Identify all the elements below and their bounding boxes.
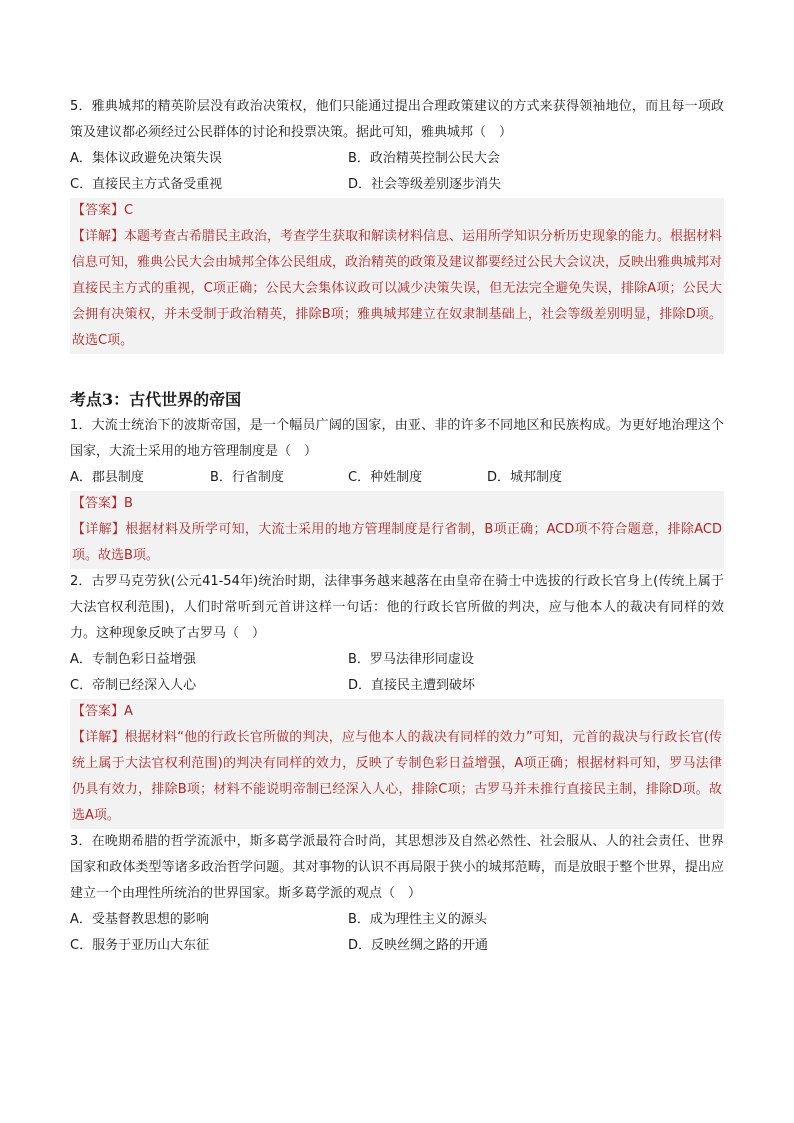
section-question-3-option-d: D．反映丝绸之路的开通: [348, 938, 489, 953]
question-5-answer-box: [70, 198, 724, 354]
question-5-option-a: A．集体议政避免决策失误: [70, 151, 222, 166]
question-5-option-d: D．社会等级差别逐步消失: [348, 177, 502, 192]
section-question-1-detail: 【详解】根据材料及所学可知，大流士采用的地方管理制度是行省制，B项正确；ACD项不符合题意，排除ACD项。故选B项。: [72, 522, 722, 563]
section-question-2-option-b: B．罗马法律形同虚设: [348, 652, 474, 667]
section-question-1-answer: 【答案】B: [72, 496, 133, 511]
section-question-2-option-c: C．帝制已经深入人心: [70, 678, 197, 693]
section-question-1-option-c: C．种姓制度: [348, 470, 423, 485]
section-question-2-options-row-2: [70, 673, 724, 699]
section-question-2-detail: 【详解】根据材料“他的行政长官所做的判决，应与他本人的裁决有同样的效力”可知，元首的裁决与行政长官(传统上属于大法官权利范围)的判决有同样的效力，反映了专制色彩日益增强，A项正确；根据材料可知，罗马法律仍具有效力，排除B项；材料不能说明帝制已经深入人心，排除C项；古罗马并未推行直接民主制，排除D项。故选A项。: [72, 730, 722, 823]
section-question-3-stem: 3．在晚期希腊的哲学流派中，斯多葛学派最符合时尚，其思想涉及自然必然性、社会服从、人的社会责任、世界国家和政体类型等诸多政治哲学问题。其对事物的认识不再局限于狭小的城邦范畴，而是放眼于整个世界，提出应建立一个由理性所统治的世界国家。斯多葛学派的观点（ ）: [70, 834, 724, 901]
question-5-stem: 5．雅典城邦的精英阶层没有政治决策权，他们只能通过提出合理政策建议的方式来获得领袖地位，而且每一项政策及建议都必须经过公民群体的讨论和投票决策。据此可知，雅典城邦（ ）: [70, 99, 724, 140]
section-question-2-option-a: A．专制色彩日益增强: [70, 652, 196, 667]
section-question-3-options-row-2: [70, 933, 724, 959]
section-question-1-option-a: A．郡县制度: [70, 470, 144, 485]
section-question-1-answer-box: [70, 491, 724, 569]
question-5-option-c: C．直接民主方式备受重视: [70, 177, 223, 192]
section-title: 考点3：古代世界的帝国: [70, 390, 242, 409]
section-question-2-answer: 【答案】A: [72, 704, 133, 719]
section-question-1-option-b: B．行省制度: [210, 470, 284, 485]
section-question-3-option-b: B．成为理性主义的源头: [348, 912, 487, 927]
section-question-1-options: [70, 465, 724, 491]
section-question-2-option-d: D．直接民主遭到破坏: [348, 678, 476, 693]
question-5-answer: 【答案】C: [72, 203, 134, 218]
question-5-options-row-2: [70, 172, 724, 198]
section-question-3-options-row-1: [70, 907, 724, 933]
question-5-option-b: B．政治精英控制公民大会: [348, 151, 500, 166]
section-question-2-stem: 2．古罗马克劳狄(公元41-54年)统治时期，法律事务越来越落在由皇帝在骑士中选拔的行政长官身上(传统上属于大法官权利范围)，人们时常听到元首讲这样一句话：他的行政长官所做的判决，应与他本人的裁决有同样的效力。这种现象反映了古罗马（ ）: [70, 574, 724, 641]
section-question-2-answer-box: [70, 699, 724, 829]
section-question-2-options-row-1: [70, 647, 724, 673]
section-question-3-option-c: C．服务于亚历山大东征: [70, 938, 210, 953]
section-question-3-option-a: A．受基督教思想的影响: [70, 912, 209, 927]
section-question-1-option-d: D．城邦制度: [487, 470, 563, 485]
page-content: [70, 94, 724, 959]
question-5-detail: 【详解】本题考查古希腊民主政治，考查学生获取和解读材料信息、运用所学知识分析历史现象的能力。根据材料信息可知，雅典公民大会由城邦全体公民组成，政治精英的政策及建议都要经过公民大会议决，反映出雅典城邦对直接民主方式的重视，C项正确；公民大会集体议政可以减少决策失误，但无法完全避免失误，排除A项；公民大会拥有决策权，并未受制于政治精英，排除B项；雅典城邦建立在奴隶制基础上，社会等级差别明显，排除D项。故选C项。: [72, 229, 723, 348]
section-question-1-stem: 1．大流士统治下的波斯帝国，是一个幅员广阔的国家，由亚、非的许多不同地区和民族构成。为更好地治理这个国家，大流士采用的地方管理制度是（ ）: [70, 418, 724, 459]
question-5-options-row-1: [70, 146, 724, 172]
